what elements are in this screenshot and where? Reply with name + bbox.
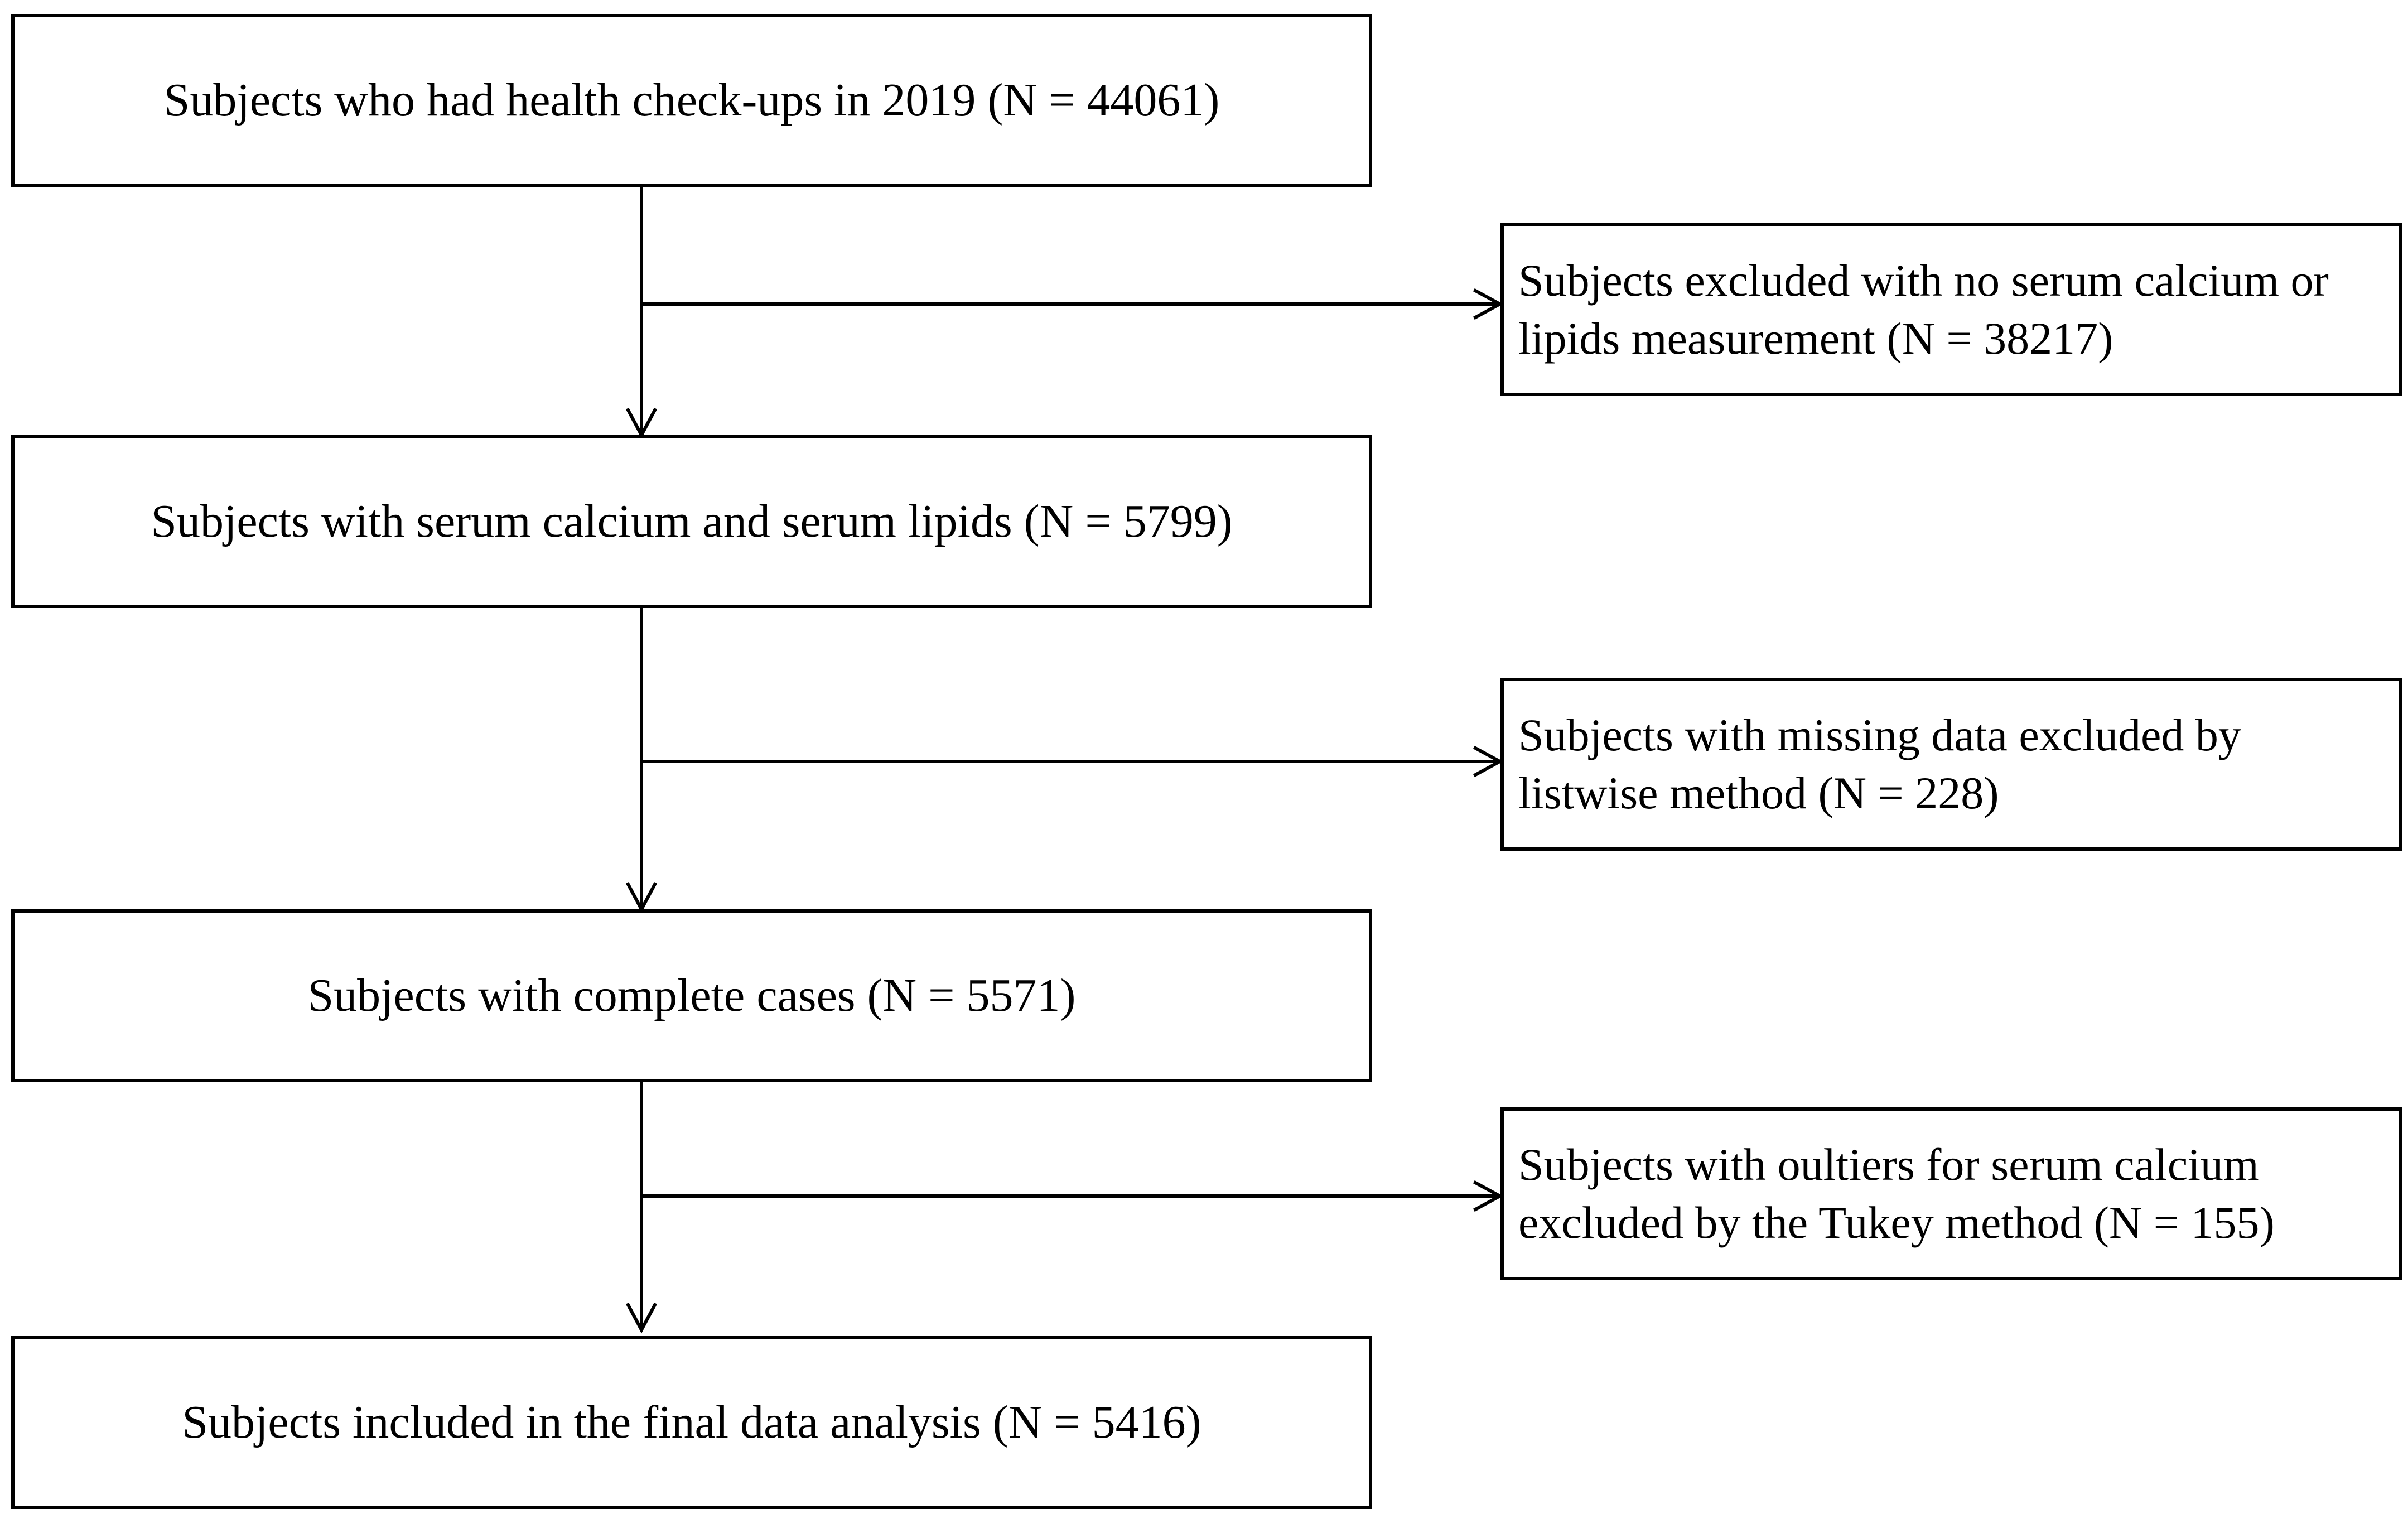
exclusion-label: Subjects with missing data excluded by listwise method (N = 228) (1518, 710, 2241, 818)
exclusion-box-no-measurement (1500, 223, 2402, 396)
step-label: Subjects with complete cases (N = 5571) (307, 970, 1076, 1021)
step-label: Subjects included in the final data analysis (N = 5416) (182, 1396, 1201, 1448)
step-label: Subjects with serum calcium and serum lipids (N = 5799) (151, 495, 1233, 547)
exclusion-box-outliers (1500, 1107, 2402, 1280)
step-box-complete-cases (11, 909, 1372, 1082)
step-box-checkups (11, 14, 1372, 187)
exclusion-label: Subjects excluded with no serum calcium or lipids measurement (N = 38217) (1518, 255, 2329, 364)
step-box-calcium-lipids (11, 435, 1372, 608)
exclusion-box-missing-data (1500, 678, 2402, 851)
exclusion-label: Subjects with oultiers for serum calcium excluded by the Tukey method (N = 155) (1518, 1139, 2275, 1248)
step-box-final-analysis (11, 1336, 1372, 1509)
step-label: Subjects who had health check-ups in 2019 (N = 44061) (163, 74, 1220, 126)
